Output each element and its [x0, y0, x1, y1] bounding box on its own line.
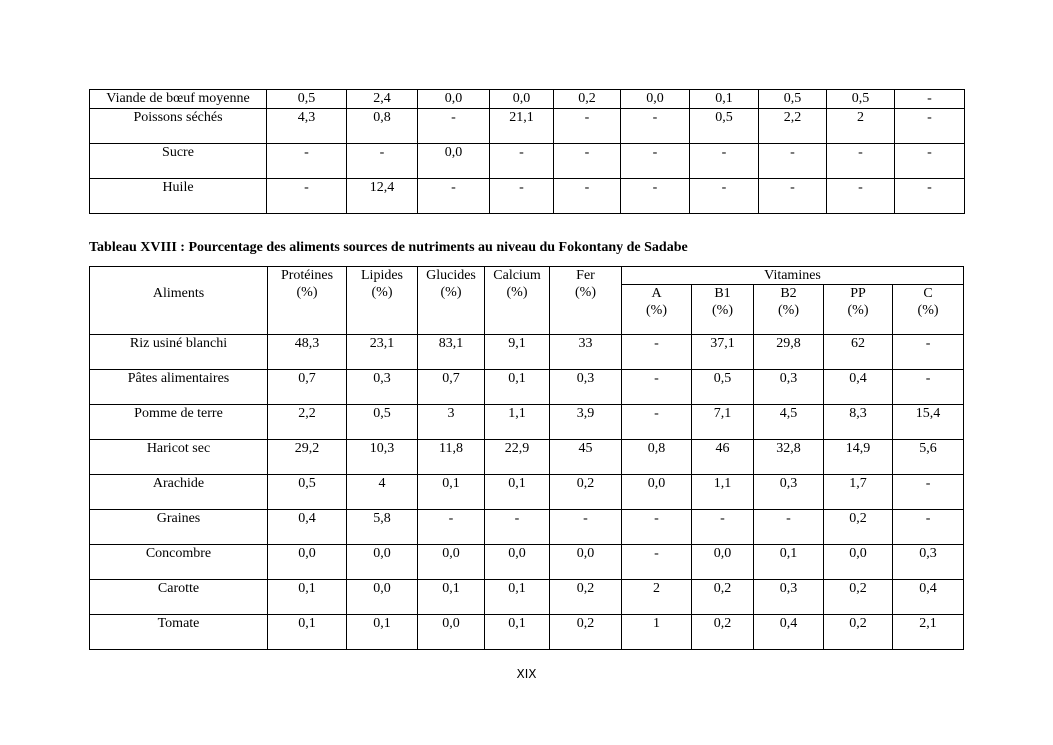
value-cell: - — [418, 179, 490, 214]
value-cell: - — [690, 179, 759, 214]
food-name-cell: Arachide — [90, 475, 268, 510]
header-vitamin-b2 — [754, 285, 824, 335]
value-cell: 12,4 — [347, 179, 418, 214]
value-cell: 0,3 — [754, 580, 824, 615]
header-column-name: Fer — [576, 268, 595, 283]
value-cell: 46 — [692, 440, 754, 475]
value-cell: - — [418, 109, 490, 144]
value-cell: 2 — [827, 109, 895, 144]
value-cell: 4,5 — [754, 405, 824, 440]
value-cell: 33 — [550, 335, 622, 370]
value-cell: 4 — [347, 475, 418, 510]
value-cell: 0,1 — [485, 615, 550, 650]
value-cell: 0,0 — [347, 545, 418, 580]
value-cell: 0,5 — [268, 475, 347, 510]
food-name-cell: Haricot sec — [90, 440, 268, 475]
value-cell: - — [485, 510, 550, 545]
header-column-unit: (%) — [296, 285, 318, 300]
table-row — [90, 615, 964, 650]
table-row — [90, 179, 965, 214]
value-cell: 0,5 — [347, 405, 418, 440]
page-number: XIX — [516, 667, 537, 681]
value-cell: - — [754, 510, 824, 545]
value-cell: - — [554, 179, 621, 214]
value-cell: 0,2 — [824, 580, 893, 615]
value-cell: 0,0 — [621, 90, 690, 109]
value-cell: 5,8 — [347, 510, 418, 545]
value-cell: - — [895, 109, 965, 144]
table-row — [90, 335, 964, 370]
value-cell: 1 — [622, 615, 692, 650]
header-column-unit: (%) — [847, 303, 869, 318]
value-cell: - — [690, 144, 759, 179]
value-cell: 0,3 — [893, 545, 964, 580]
value-cell: 0,5 — [759, 90, 827, 109]
value-cell: 2 — [622, 580, 692, 615]
value-cell: - — [622, 405, 692, 440]
value-cell: 32,8 — [754, 440, 824, 475]
value-cell: - — [759, 144, 827, 179]
value-cell: 0,0 — [622, 475, 692, 510]
header-column-unit: (%) — [778, 303, 799, 318]
value-cell: 83,1 — [418, 335, 485, 370]
value-cell: 14,9 — [824, 440, 893, 475]
value-cell: - — [893, 370, 964, 405]
value-cell: - — [893, 335, 964, 370]
value-cell: 0,1 — [485, 370, 550, 405]
header-lipides — [347, 267, 418, 335]
value-cell: 22,9 — [485, 440, 550, 475]
value-cell: 0,3 — [347, 370, 418, 405]
value-cell: 11,8 — [418, 440, 485, 475]
value-cell: 0,1 — [485, 580, 550, 615]
value-cell: 9,1 — [485, 335, 550, 370]
value-cell: - — [893, 475, 964, 510]
food-name-cell: Pâtes alimentaires — [90, 370, 268, 405]
value-cell: 37,1 — [692, 335, 754, 370]
value-cell: 0,2 — [550, 580, 622, 615]
value-cell: 0,0 — [418, 90, 490, 109]
header-column-name: A — [651, 286, 662, 301]
food-name-cell: Riz usiné blanchi — [90, 335, 268, 370]
value-cell: 0,0 — [550, 545, 622, 580]
value-cell: 4,3 — [267, 109, 347, 144]
food-name-cell: Pomme de terre — [90, 405, 268, 440]
value-cell: 0,7 — [418, 370, 485, 405]
value-cell: 0,1 — [754, 545, 824, 580]
value-cell: - — [550, 510, 622, 545]
value-cell: - — [622, 545, 692, 580]
food-name-cell: Poissons séchés — [90, 109, 267, 144]
value-cell: 48,3 — [268, 335, 347, 370]
header-column-name: Lipides — [361, 268, 403, 283]
header-aliments-label: Aliments — [152, 286, 205, 301]
value-cell: - — [418, 510, 485, 545]
value-cell: - — [267, 179, 347, 214]
value-cell: 0,2 — [550, 615, 622, 650]
value-cell: 45 — [550, 440, 622, 475]
value-cell: 2,2 — [759, 109, 827, 144]
value-cell: 0,2 — [692, 615, 754, 650]
table-row — [90, 440, 964, 475]
value-cell: 2,1 — [893, 615, 964, 650]
value-cell: 0,1 — [418, 580, 485, 615]
value-cell: 0,1 — [418, 475, 485, 510]
value-cell: 0,3 — [550, 370, 622, 405]
header-column-unit: (%) — [575, 285, 596, 300]
header-column-name: B1 — [714, 286, 731, 301]
table-row — [90, 545, 964, 580]
value-cell: - — [895, 90, 965, 109]
value-cell: 0,2 — [824, 510, 893, 545]
value-cell: - — [621, 109, 690, 144]
value-cell: 2,4 — [347, 90, 418, 109]
header-column-name: Protéines — [280, 268, 334, 283]
value-cell: 0,2 — [550, 475, 622, 510]
value-cell: 0,1 — [690, 90, 759, 109]
value-cell: - — [554, 144, 621, 179]
value-cell: - — [622, 335, 692, 370]
value-cell: - — [827, 179, 895, 214]
header-glucides — [418, 267, 485, 335]
value-cell: - — [554, 109, 621, 144]
header-column-unit: (%) — [646, 303, 667, 318]
value-cell: 0,4 — [824, 370, 893, 405]
food-name-cell: Graines — [90, 510, 268, 545]
value-cell: - — [267, 144, 347, 179]
food-name-cell: Tomate — [90, 615, 268, 650]
value-cell: 0,5 — [267, 90, 347, 109]
header-column-unit: (%) — [712, 303, 733, 318]
value-cell: 0,1 — [347, 615, 418, 650]
header-column-name: PP — [850, 286, 866, 301]
value-cell: 23,1 — [347, 335, 418, 370]
header-column-name: B2 — [780, 286, 797, 301]
value-cell: - — [895, 179, 965, 214]
value-cell: 3,9 — [550, 405, 622, 440]
value-cell: - — [759, 179, 827, 214]
value-cell: - — [827, 144, 895, 179]
value-cell: - — [490, 179, 554, 214]
header-vitamines: Vitamines — [622, 267, 964, 285]
table-row — [90, 405, 964, 440]
value-cell: 1,7 — [824, 475, 893, 510]
table-row — [90, 475, 964, 510]
value-cell: - — [622, 370, 692, 405]
value-cell: 0,5 — [690, 109, 759, 144]
value-cell: 0,8 — [347, 109, 418, 144]
header-column-name: Calcium — [493, 268, 541, 283]
value-cell: 1,1 — [692, 475, 754, 510]
value-cell: 0,2 — [554, 90, 621, 109]
header-aliments — [90, 267, 268, 335]
value-cell: - — [621, 179, 690, 214]
header-vitamin-b1 — [692, 285, 754, 335]
header-column-unit: (%) — [506, 285, 528, 300]
value-cell: 21,1 — [490, 109, 554, 144]
value-cell: 0,0 — [485, 545, 550, 580]
nutrient-table-continued — [89, 89, 965, 214]
value-cell: 0,0 — [418, 615, 485, 650]
header-column-unit: (%) — [440, 285, 462, 300]
table-row — [90, 109, 965, 144]
value-cell: - — [347, 144, 418, 179]
value-cell: 0,4 — [268, 510, 347, 545]
value-cell: 0,3 — [754, 370, 824, 405]
food-name-cell: Concombre — [90, 545, 268, 580]
value-cell: - — [692, 510, 754, 545]
food-name-cell: Viande de bœuf moyenne — [90, 90, 267, 109]
value-cell: 0,0 — [268, 545, 347, 580]
value-cell: - — [893, 510, 964, 545]
table-row — [90, 90, 965, 109]
header-vitamin-a — [622, 285, 692, 335]
value-cell: 0,5 — [827, 90, 895, 109]
table-row — [90, 580, 964, 615]
value-cell: 0,1 — [268, 615, 347, 650]
header-vitamin-pp — [824, 285, 893, 335]
value-cell: 1,1 — [485, 405, 550, 440]
value-cell: 0,4 — [754, 615, 824, 650]
value-cell: 29,2 — [268, 440, 347, 475]
header-column-name: Glucides — [426, 268, 476, 283]
value-cell: 0,2 — [824, 615, 893, 650]
value-cell: 0,4 — [893, 580, 964, 615]
header-column-unit: (%) — [371, 285, 393, 300]
header-column-name: C — [923, 286, 933, 301]
header-calcium — [485, 267, 550, 335]
value-cell: - — [895, 144, 965, 179]
header-proteines — [268, 267, 347, 335]
value-cell: 0,0 — [692, 545, 754, 580]
value-cell: 0,0 — [347, 580, 418, 615]
value-cell: - — [622, 510, 692, 545]
value-cell: 15,4 — [893, 405, 964, 440]
table-row — [90, 144, 965, 179]
value-cell: 10,3 — [347, 440, 418, 475]
value-cell: 0,0 — [824, 545, 893, 580]
value-cell: 2,2 — [268, 405, 347, 440]
value-cell: 0,0 — [418, 545, 485, 580]
value-cell: - — [621, 144, 690, 179]
value-cell: 0,8 — [622, 440, 692, 475]
table-row — [90, 510, 964, 545]
value-cell: 29,8 — [754, 335, 824, 370]
value-cell: 0,1 — [268, 580, 347, 615]
value-cell: 5,6 — [893, 440, 964, 475]
value-cell: 0,3 — [754, 475, 824, 510]
value-cell: 3 — [418, 405, 485, 440]
value-cell: 0,0 — [418, 144, 490, 179]
value-cell: 0,1 — [485, 475, 550, 510]
value-cell: 0,7 — [268, 370, 347, 405]
value-cell: 0,2 — [692, 580, 754, 615]
value-cell: 0,5 — [692, 370, 754, 405]
table-caption: Tableau XVIII : Pourcentage des aliments sources de nutriments au niveau du Fokontany de Sadabe — [89, 240, 688, 255]
value-cell: - — [490, 144, 554, 179]
value-cell: 62 — [824, 335, 893, 370]
header-vitamin-c — [893, 285, 964, 335]
food-name-cell: Carotte — [90, 580, 268, 615]
table-row — [90, 370, 964, 405]
header-fer — [550, 267, 622, 335]
value-cell: 8,3 — [824, 405, 893, 440]
value-cell: 0,0 — [490, 90, 554, 109]
header-column-unit: (%) — [917, 303, 939, 318]
food-name-cell: Sucre — [90, 144, 267, 179]
nutrient-source-table — [89, 266, 964, 650]
value-cell: 7,1 — [692, 405, 754, 440]
food-name-cell: Huile — [90, 179, 267, 214]
